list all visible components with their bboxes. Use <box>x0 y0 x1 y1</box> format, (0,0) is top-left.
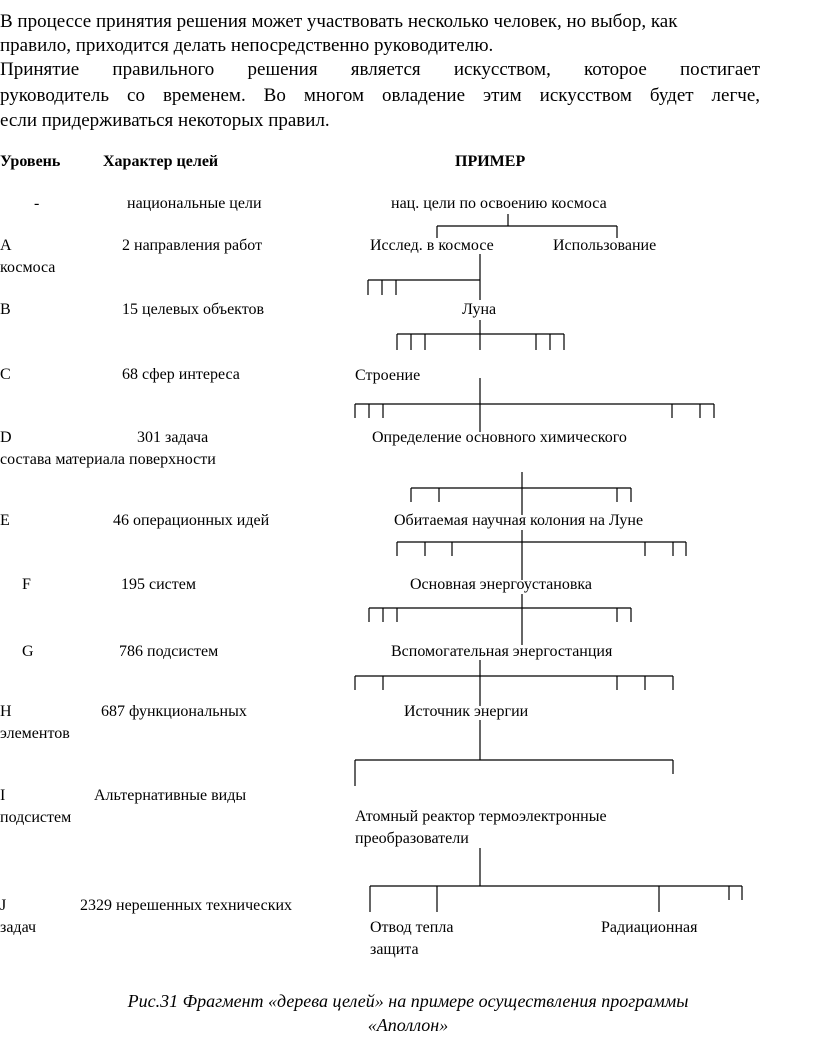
goal-text: 15 целевых объектов <box>122 301 265 318</box>
goal-text: национальные цели <box>127 195 262 212</box>
goal-text-cont: элементов <box>0 725 70 742</box>
goal-text-cont: подсистем <box>0 809 72 826</box>
goal-text: 46 операционных идей <box>113 512 270 529</box>
level-label: J <box>0 897 7 914</box>
goal-text-cont: состава материала поверхности <box>0 451 216 468</box>
level-label: F <box>22 576 31 593</box>
goal-text: 687 функциональных <box>101 703 247 720</box>
example-text: Источник энергии <box>404 703 529 720</box>
goal-text: 68 сфер интереса <box>122 366 240 383</box>
goal-text: 2329 нерешенных технических <box>80 897 293 914</box>
example-text: Отвод тепла <box>370 919 454 936</box>
figure-caption-line-2: «Аполлон» <box>367 1015 449 1035</box>
level-label: A <box>0 237 12 254</box>
goal-text: 786 подсистем <box>119 643 219 660</box>
level-label: I <box>0 787 6 804</box>
example-text-cont: преобразователи <box>355 830 469 847</box>
level-label: D <box>0 429 12 446</box>
example-text: Атомный реактор термоэлектронные <box>355 808 607 825</box>
example-text: Исслед. в космосе <box>370 237 494 254</box>
example-text-2: Радиационная <box>601 919 698 936</box>
goal-text: 301 задача <box>137 429 209 446</box>
example-text-2: Использование <box>553 237 657 254</box>
level-label: E <box>0 512 10 529</box>
example-text-2-cont: защита <box>370 941 419 958</box>
level-label: C <box>0 366 11 383</box>
level-label: G <box>22 643 34 660</box>
example-text: Вспомогательная энергостанция <box>391 643 613 660</box>
goal-text: Альтернативные виды <box>94 787 247 804</box>
goal-text-cont: космоса <box>0 259 56 276</box>
header-level: Уровень <box>0 153 61 170</box>
level-label: B <box>0 301 11 318</box>
goal-text: 195 систем <box>121 576 196 593</box>
example-text: Луна <box>462 301 497 318</box>
example-text: Основная энергоустановка <box>410 576 593 593</box>
example-text: Обитаемая научная колония на Луне <box>394 512 644 529</box>
intro-line-4: руководитель со временем. Во многом овладение этим искусством будет легче, <box>0 85 760 106</box>
level-label: H <box>0 703 12 720</box>
level-label: - <box>34 195 40 212</box>
goal-text-cont: задач <box>0 919 37 936</box>
header-goal-type: Характер целей <box>103 153 219 170</box>
intro-line-1: В процессе принятия решения может участвовать несколько человек, но выбор, как <box>0 11 678 32</box>
intro-line-2: правило, приходится делать непосредственно руководителю. <box>0 35 494 56</box>
example-text: Строение <box>355 367 421 384</box>
intro-line-3: Принятие правильного решения является искусством, которое постигает <box>0 59 760 80</box>
goal-text: 2 направления работ <box>122 237 263 254</box>
intro-line-5: если придерживаться некоторых правил. <box>0 110 330 131</box>
figure-caption-line-1: Рис.31 Фрагмент «дерева целей» на примере осуществления программы <box>127 991 689 1011</box>
header-example: ПРИМЕР <box>455 153 526 170</box>
example-text: Определение основного химического <box>372 429 627 446</box>
example-text: нац. цели по освоению космоса <box>391 195 607 212</box>
